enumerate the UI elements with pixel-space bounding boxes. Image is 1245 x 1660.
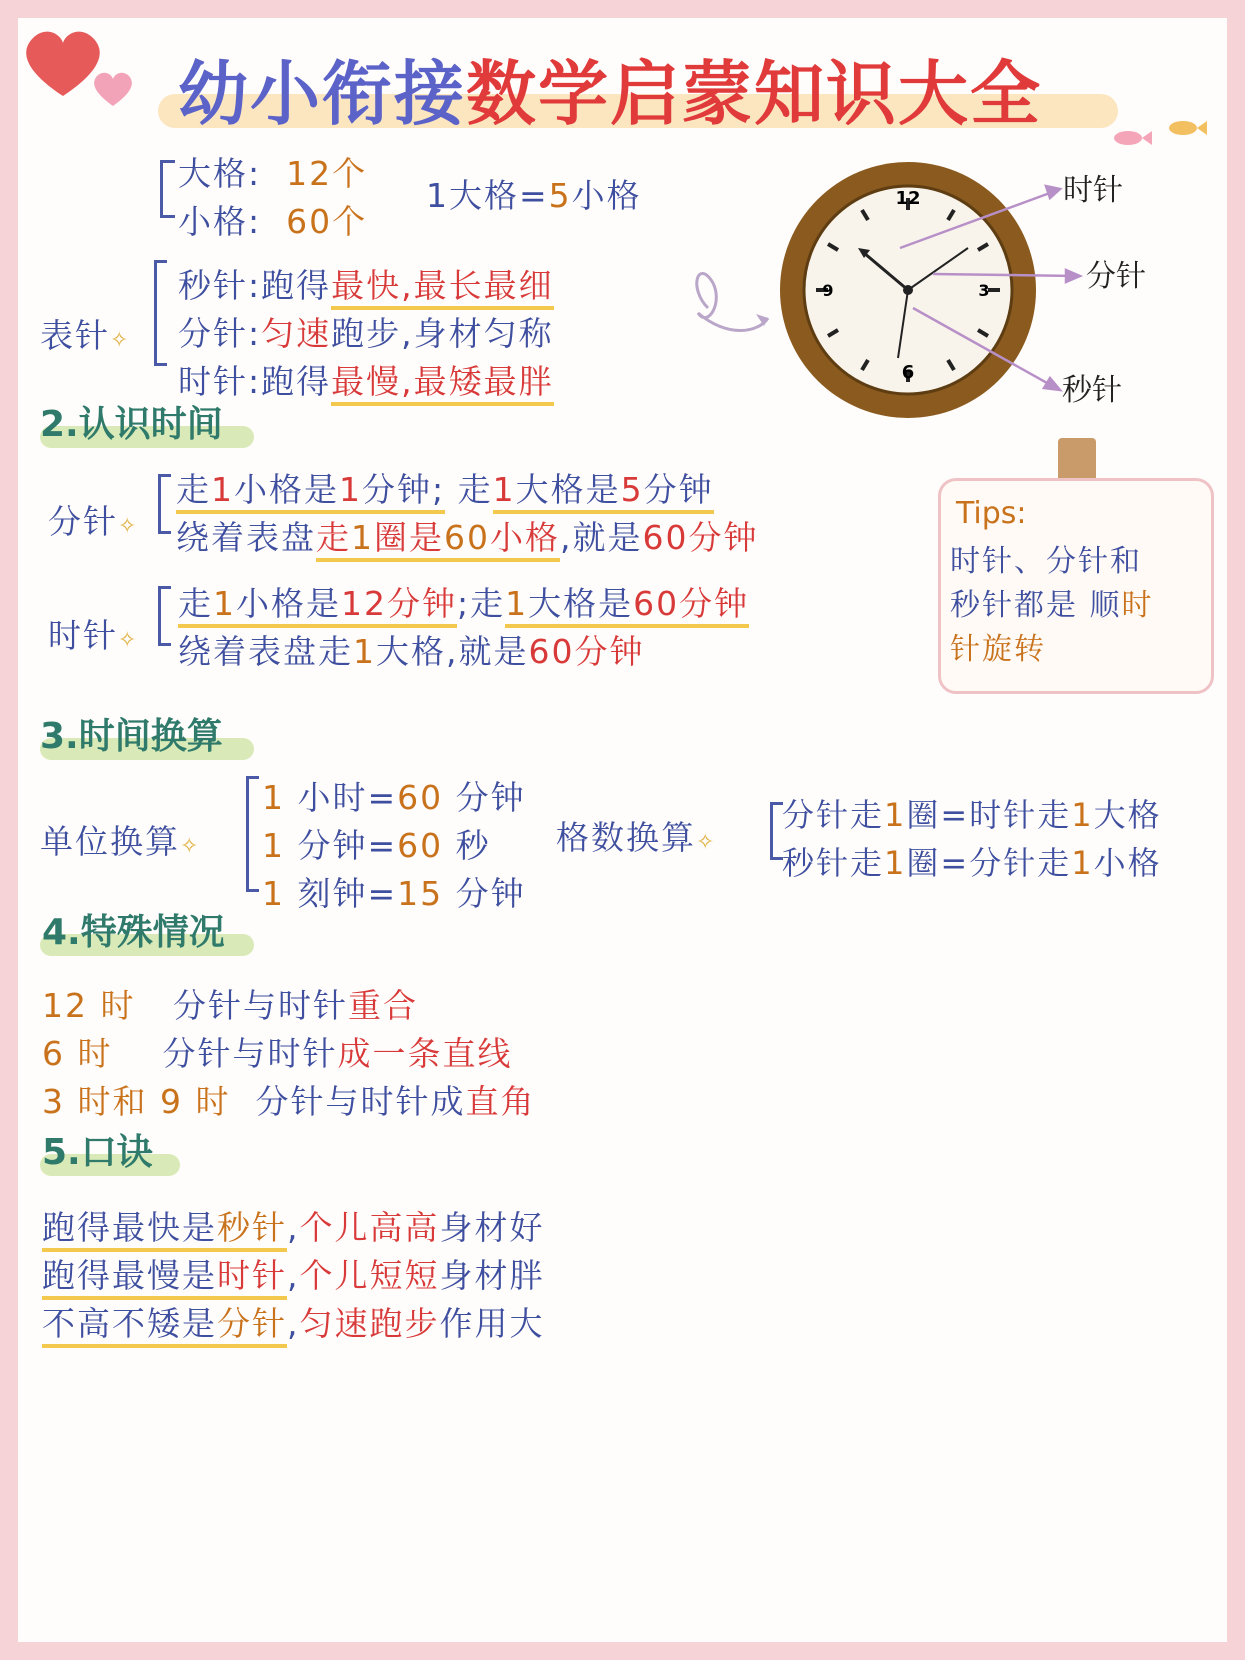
s2-minute-line1: 走1小格是1分钟; 走1大格是5分钟 bbox=[176, 464, 714, 511]
unit-bracket bbox=[246, 776, 259, 892]
sparkle-icon: ✧ bbox=[110, 328, 131, 353]
title-part2: 数学启蒙知识大全 bbox=[466, 53, 1042, 135]
section3-heading: 3.时间换算 bbox=[40, 716, 223, 757]
s2-hr-bracket bbox=[158, 586, 171, 646]
grid-bracket bbox=[160, 160, 175, 218]
hands-bracket bbox=[154, 260, 167, 366]
s2-hour-label: 时针✧ bbox=[48, 616, 139, 655]
grid-conv-row-1: 分针走1圈=时针走1大格 bbox=[782, 796, 1162, 834]
svg-text:分针: 分针 bbox=[1086, 259, 1146, 294]
minute-hand-row: 分针:匀速跑步,身材匀称 bbox=[178, 314, 554, 353]
s2-hour-line1: 走1小格是12分钟;走1大格是60分钟 bbox=[178, 578, 749, 625]
tips-line1: 时针、分针和 bbox=[950, 544, 1142, 579]
svg-text:秒针: 秒针 bbox=[1062, 373, 1122, 408]
rhyme-line-1: 跑得最快是秒针,个儿高高身材好 bbox=[42, 1202, 545, 1249]
section5-heading: 5.口诀 bbox=[42, 1132, 153, 1173]
special-row-2: 6 时 分针与时针成一条直线 bbox=[42, 1034, 513, 1073]
section4-heading: 4.特殊情况 bbox=[42, 912, 225, 953]
tips-line3: 针旋转 bbox=[950, 632, 1046, 667]
hands-label: 表针✧ bbox=[40, 316, 131, 355]
svg-text:时针: 时针 bbox=[1063, 173, 1123, 208]
hour-hand-row: 时针:跑得最慢,最矮最胖 bbox=[178, 356, 554, 403]
svg-text:3: 3 bbox=[978, 281, 990, 300]
unit-conversion-label: 单位换算✧ bbox=[40, 822, 201, 861]
svg-text:9: 9 bbox=[822, 281, 834, 300]
small-grid-row: 小格: 60个 bbox=[178, 202, 368, 241]
grid-conversion-label: 格数换算✧ bbox=[556, 818, 717, 857]
rhyme-line-2: 跑得最慢是时针,个儿短短身材胖 bbox=[42, 1250, 545, 1297]
special-row-3: 3 时和 9 时 分针与时针成直角 bbox=[42, 1082, 536, 1121]
grid-conv-row-2: 秒针走1圈=分针走1小格 bbox=[782, 844, 1162, 882]
clock-illustration bbox=[668, 138, 1227, 438]
grid-equation: 1大格=5小格 bbox=[426, 176, 642, 215]
page bbox=[18, 18, 1227, 1642]
tips-title: Tips: bbox=[956, 496, 1027, 531]
unit-row-3: 1 刻钟=15 分钟 bbox=[262, 874, 526, 913]
section2-heading: 2.认识时间 bbox=[40, 404, 223, 445]
big-grid-row: 大格: 12个 bbox=[178, 154, 368, 193]
s2-minute-label: 分针✧ bbox=[48, 502, 139, 541]
unit-row-1: 1 小时=60 分钟 bbox=[262, 778, 526, 817]
rhyme-line-3: 不高不矮是分针,匀速跑步作用大 bbox=[42, 1298, 545, 1345]
heart-icon bbox=[18, 18, 158, 128]
s2-minute-line2: 绕着表盘走1圈是60小格,就是60分钟 bbox=[176, 512, 759, 559]
s2-hour-line2: 绕着表盘走1大格,就是60分钟 bbox=[178, 632, 645, 671]
s2-min-bracket bbox=[158, 474, 171, 534]
svg-text:12: 12 bbox=[895, 188, 921, 209]
title-part1: 幼小衔接 bbox=[178, 53, 466, 135]
curl-arrow-icon bbox=[697, 273, 768, 330]
special-row-1: 12 时 分针与时针重合 bbox=[42, 986, 418, 1025]
svg-text:6: 6 bbox=[901, 362, 915, 383]
second-hand-row: 秒针:跑得最快,最长最细 bbox=[178, 260, 554, 307]
unit-row-2: 1 分钟=60 秒 bbox=[262, 826, 491, 865]
page-title bbox=[178, 38, 1042, 139]
tips-line2: 秒针都是 顺时 bbox=[950, 588, 1154, 623]
